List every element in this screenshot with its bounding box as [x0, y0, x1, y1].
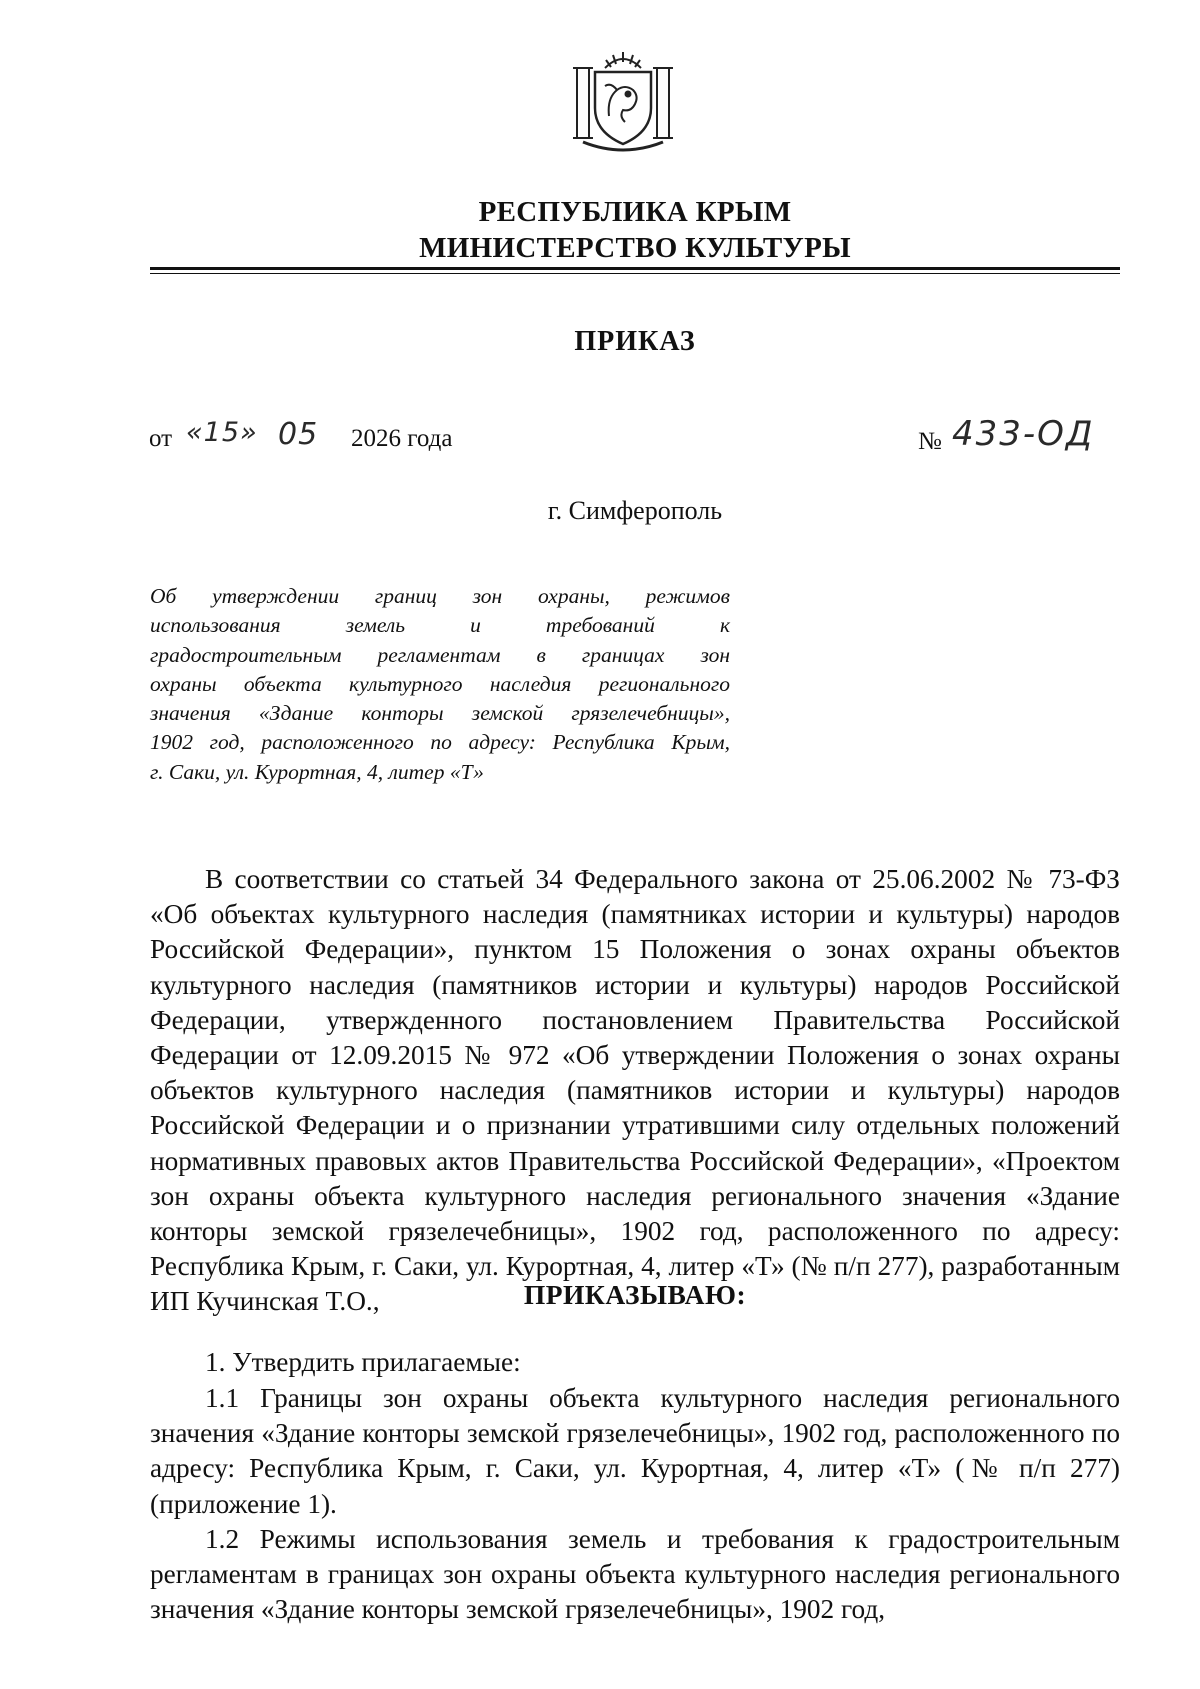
date-year: 2026 года: [351, 425, 453, 452]
date-prefix: от: [149, 425, 173, 452]
subject-line: Об утверждении границ зон охраны, режимов: [150, 584, 730, 608]
order-subject: [150, 582, 730, 787]
document-number-handwritten: 433-ОД: [952, 414, 1095, 454]
order-item-1: 1. Утвердить прилагаемые:: [205, 1347, 521, 1377]
preamble-paragraph: В соответствии со статьей 34 Федерального закона от 25.06.2002 № 73-ФЗ «Об объектах культурного наследия (памятниках истории и культуры) народов Российской Федерации», пунктом 15 Положения о зонах охраны объектов культурного наследия (памятников истории и культуры) народов Российской Федерации, утвержденного постановлением Правительства Российской Федерации от 12.09.2015 № 972 «Об утверждении Положения о зонах охраны объектов культурного наследия (памятников истории и культуры) народов Российской Федерации и о признании утратившими силу отдельных положений нормативных правовых актов Правительства Российской Федерации», «Проектом зон охраны объекта культурного наследия регионального значения «Здание конторы земской грязелечебницы», 1902 год, расположенного по адресу: Республика Крым, г. Саки, ул. Курортная, 4, литер «Т» (№ п/п 277), разработанным ИП Кучинская Т.О.,: [150, 864, 1120, 1317]
document-type-heading: ПРИКАЗ: [574, 326, 696, 357]
number-sign: №: [918, 428, 942, 455]
order-item-1-2: 1.2 Режимы использования земель и требования к градостроительным регламентам в границах зон охраны объекта культурного наследия регионального значения «Здание конторы земской грязелечебницы», 1902 год,: [150, 1524, 1120, 1625]
header-divider-thin: [150, 273, 1120, 274]
subject-line: градостроительным регламентам в границах зон: [150, 642, 730, 667]
ministry-title: МИНИСТЕРСТВО КУЛЬТУРЫ: [419, 232, 851, 264]
date-month-handwritten: 05: [278, 417, 319, 452]
city: г. Симферополь: [547, 496, 723, 525]
subject-line: использования земель и требований к: [150, 613, 730, 638]
subject-line: значения «Здание конторы земской грязелечебницы»,: [150, 701, 730, 726]
header-divider-thick: [150, 267, 1120, 270]
order-item-1-1: 1.1 Границы зон охраны объекта культурного наследия регионального значения «Здание конторы земской грязелечебницы», 1902 год, расположенного по адресу: Республика Крым, г. Саки, ул. Курортная, 4, литер «Т» (№ п/п 277) (приложение 1).: [150, 1383, 1120, 1519]
date-day-handwritten: «15»: [186, 417, 258, 448]
republic-title: РЕСПУБЛИКА КРЫМ: [478, 196, 792, 228]
subject-line: охраны объекта культурного наследия регионального: [150, 671, 730, 696]
crimea-coat-of-arms-icon: [565, 46, 681, 158]
orders-heading: ПРИКАЗЫВАЮ:: [523, 1279, 747, 1310]
subject-line: 1902 год, расположенного по адресу: Республика Крым,: [150, 730, 730, 755]
subject-line: г. Саки, ул. Курортная, 4, литер «Т»: [150, 759, 484, 784]
